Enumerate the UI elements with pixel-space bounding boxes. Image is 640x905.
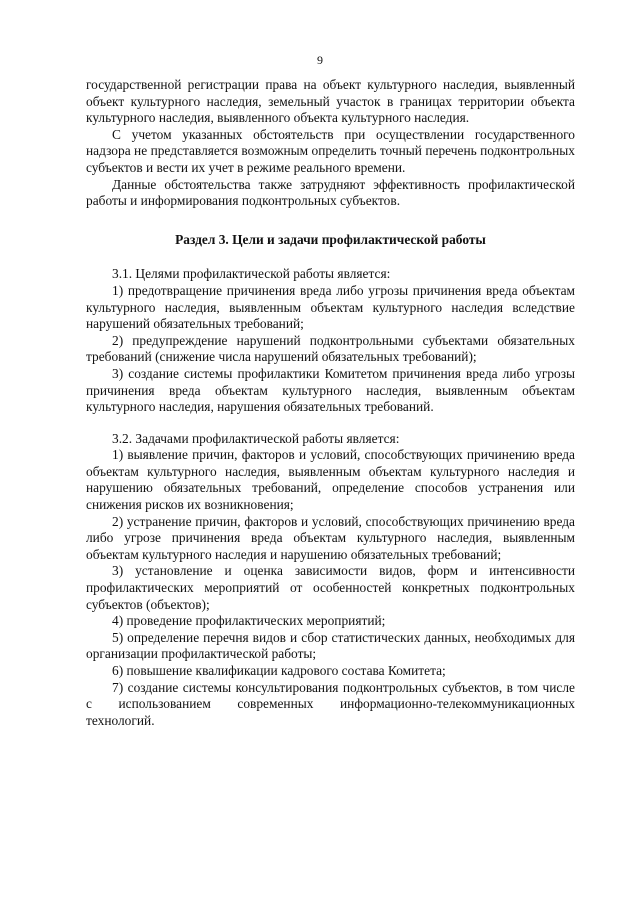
paragraph: государственной регистрации права на объект культурного наследия, выявленный объект культурного наследия, земельный участок в границах территории объекта культурного наследия, выявленного объекта культурного наследия. <box>86 77 575 126</box>
list-item: 3) установление и оценка зависимости видов, форм и интенсивности профилактических мероприятий от особенностей конкретных подконтрольных субъектов (объектов); <box>86 563 575 612</box>
goals-heading: 3.1. Целями профилактической работы является: <box>112 266 391 282</box>
paragraph: С учетом указанных обстоятельств при осуществлении государственного надзора не представляется возможным определить точный перечень подконтрольных субъектов и вести их учет в режиме реального времени. <box>86 126 575 175</box>
page-number: 9 <box>317 53 323 67</box>
list-item: 4) проведение профилактических мероприятий; <box>112 613 386 629</box>
section-title: Раздел 3. Цели и задачи профилактической работы <box>175 231 486 247</box>
list-item: 5) определение перечня видов и сбор статистических данных, необходимых для организации профилактической работы; <box>86 629 575 662</box>
list-item: 6) повышение квалификации кадрового состава Комитета; <box>112 663 446 678</box>
list-item: 2) устранение причин, факторов и условий, способствующих причинению вреда либо угрозе причинения вреда объектам культурного наследия, выявленным объектам культурного наследия и нарушению обязательных требований; <box>86 513 575 562</box>
list-item: 3) создание системы профилактики Комитетом причинения вреда либо угрозы причинения вреда объектам культурного наследия, выявленным объектам культурного наследия, нарушения обязательных требований. <box>86 365 575 415</box>
tasks-heading: 3.2. Задачами профилактической работы является: <box>112 430 400 446</box>
list-item: 1) выявление причин, факторов и условий, способствующих причинению вреда объектам культурного наследия, выявленным объектам культурного наследия и нарушению обязательных требований, определение способов устранения или снижения рисков их возникновения; <box>86 447 575 513</box>
list-item: 2) предупреждение нарушений подконтрольными субъектами обязательных требований (снижение числа нарушений обязательных требований); <box>86 332 575 365</box>
list-item: 1) предотвращение причинения вреда либо угрозы причинения вреда объектам культурного наследия, выявленным объектам культурного наследия вследствие нарушений обязательных требований; <box>86 282 575 332</box>
paragraph: Данные обстоятельства также затрудняют эффективность профилактической работы и информирования подконтрольных субъектов. <box>86 176 575 209</box>
list-item: 7) создание системы консультирования подконтрольных субъектов, в том числе с использованием современных информационно-телекоммуникационных технологий. <box>86 679 575 728</box>
document-body <box>86 77 575 729</box>
